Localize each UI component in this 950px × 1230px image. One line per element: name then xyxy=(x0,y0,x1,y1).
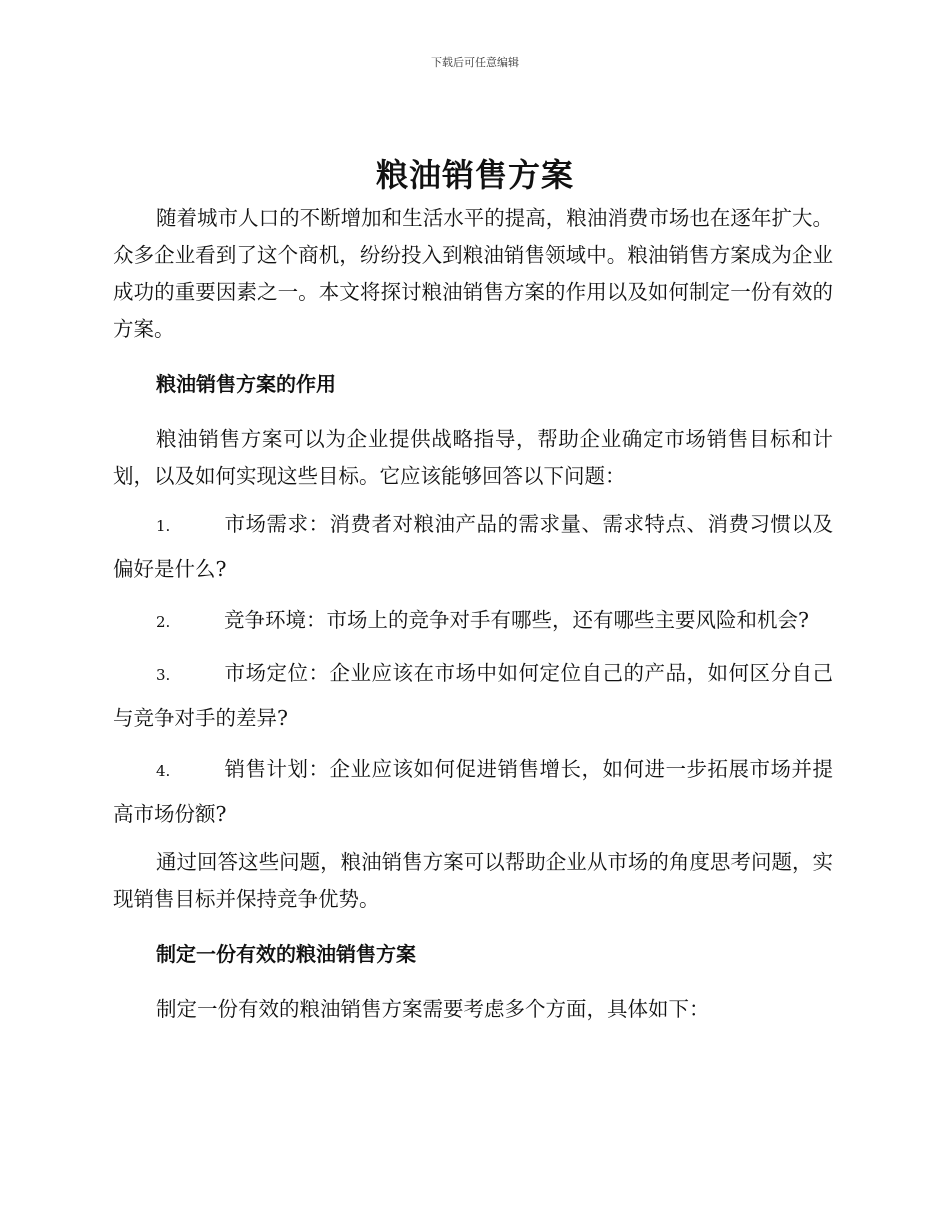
section-heading-role: 粮油销售方案的作用 xyxy=(156,372,336,396)
list-item xyxy=(113,503,833,591)
list-item xyxy=(113,599,833,644)
spacer xyxy=(113,403,833,421)
spacer xyxy=(113,644,833,652)
document-title: 粮油销售方案 xyxy=(375,156,574,194)
intro-paragraph: 随着城市人口的不断增加和生活水平的提高，粮油消费市场也在逐年扩大。众多企业看到了这个商机，纷纷投入到粮油销售领域中。粮油销售方案成为企业成功的重要因素之一。本文将探讨粮油销售方案的作用以及如何制定一份有效的方案。 xyxy=(113,206,833,341)
list-item xyxy=(113,652,833,740)
role-paragraph: 粮油销售方案可以为企业提供战略指导，帮助企业确定市场销售目标和计划，以及如何实现这些目标。它应该能够回答以下问题： xyxy=(113,427,833,488)
list-item-number: 3. xyxy=(156,666,171,684)
document-body xyxy=(113,200,833,1028)
spacer xyxy=(113,495,833,503)
question-list xyxy=(113,503,833,836)
conclusion-paragraph: 通过回答这些问题，粮油销售方案可以帮助企业从市场的角度思考问题，实现销售目标并保持竞争优势。 xyxy=(113,850,833,911)
spacer xyxy=(113,973,833,991)
spacer xyxy=(113,348,833,366)
list-item-text: 竞争环境：市场上的竞争对手有哪些，还有哪些主要风险和机会? xyxy=(224,608,809,632)
section-heading-howto: 制定一份有效的粮油销售方案 xyxy=(156,942,416,966)
spacer xyxy=(113,591,833,599)
list-item-text: 市场需求：消费者对粮油产品的需求量、需求特点、消费习惯以及偏好是什么? xyxy=(113,512,833,581)
list-item-number: 2. xyxy=(156,613,171,631)
list-item-text: 销售计划：企业应该如何促进销售增长，如何进一步拓展市场并提高市场份额? xyxy=(113,757,833,826)
spacer xyxy=(113,740,833,748)
spacer xyxy=(113,836,833,844)
list-item xyxy=(113,748,833,836)
list-item-number: 1. xyxy=(156,517,171,535)
howto-paragraph: 制定一份有效的粮油销售方案需要考虑多个方面，具体如下： xyxy=(156,997,710,1021)
spacer xyxy=(113,918,833,936)
list-item-text: 市场定位：企业应该在市场中如何定位自己的产品，如何区分自己与竞争对手的差异? xyxy=(113,661,833,730)
header-note: 下载后可任意编辑 xyxy=(431,56,519,69)
list-item-number: 4. xyxy=(156,762,171,780)
